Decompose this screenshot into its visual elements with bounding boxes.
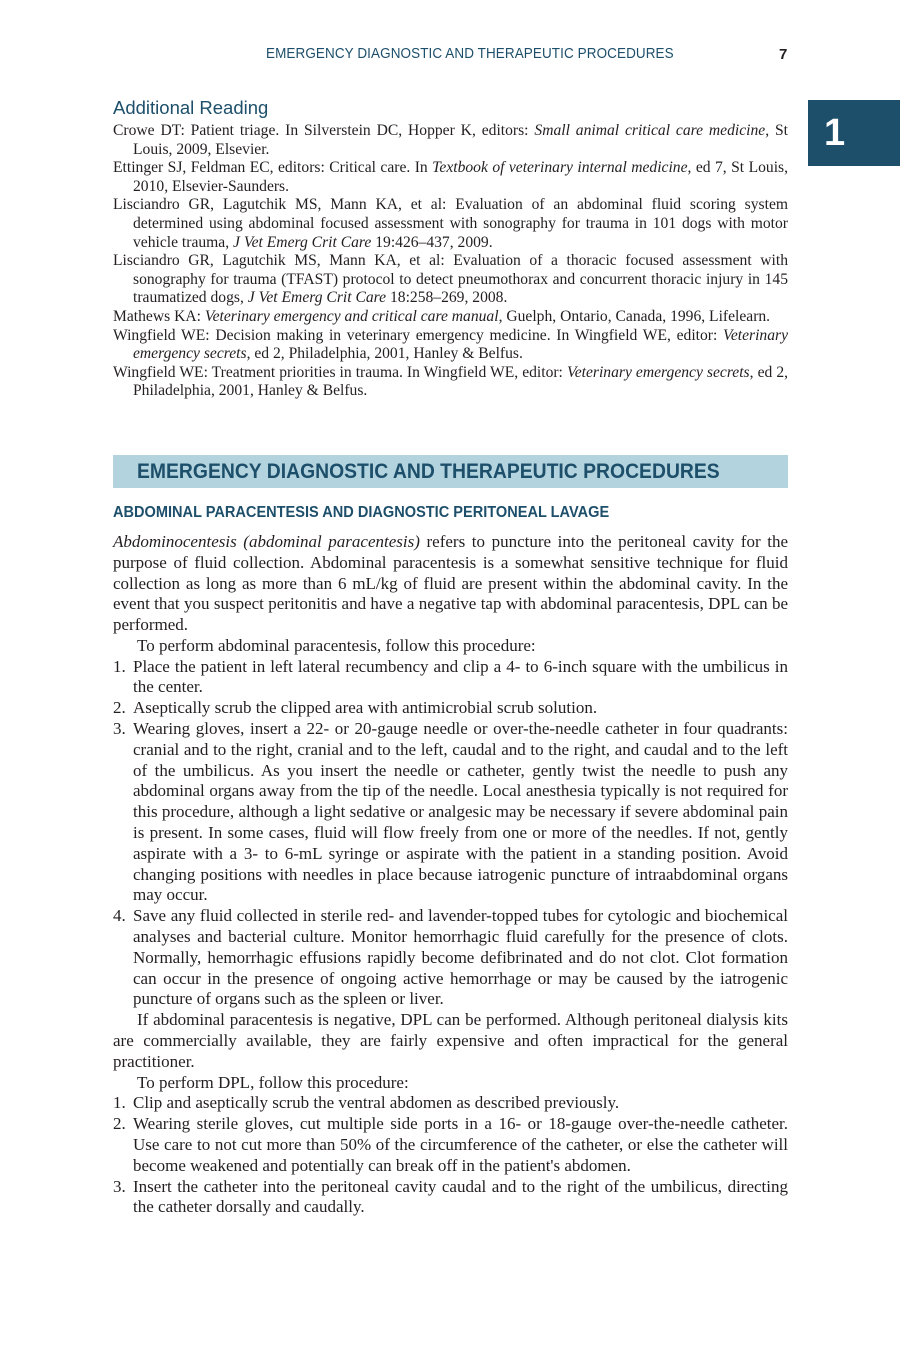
step-text: Wearing sterile gloves, cut multiple side ports in a 16- or 18-gauge over-the-needle catheter. Use care to not cut more than 50% of the circumference of the catheter, or else the catheter will become weakened and potentially can break off in the patient's abdomen. (133, 1114, 788, 1175)
chapter-tab: 1 (808, 100, 900, 166)
additional-reading-heading: Additional Reading (113, 97, 269, 118)
text-run: Wingfield WE: Decision making in veterinary emergency medicine. In Wingfield WE, editor: (113, 326, 724, 344)
step-number: 1. (113, 1093, 126, 1113)
italic-text: J Vet Emerg Crit Care (247, 289, 387, 307)
step-text: Wearing gloves, insert a 22- or 20-gauge needle or over-the-needle catheter in four quadrants: cranial and to the right, cranial and to the left, caudal and to the right, and caudal and to the left of the umbilicus. As you insert the needle or catheter, gently twist the needle to push any abdominal organs away from the tip of the needle. Local anesthesia typically is not required for this procedure, although a light sedative or analgesic may be necessary if severe abdominal pain is present. In some cases, fluid will flow freely from one or more of the needles. If not, gently aspirate with a 3- to 6-mL syringe or aspirate with the patient in a standing position. Avoid changing positions with needles in place because iatrogenic puncture of intraabdominal organs may occur. (133, 719, 788, 905)
section-title: EMERGENCY DIAGNOSTIC AND THERAPEUTIC PROCEDURES (137, 458, 720, 483)
step-number: 1. (113, 656, 126, 676)
text-run: , ed 2, Philadelphia, 2001, Hanley & Belfus. (133, 363, 789, 400)
italic-text: Textbook of veterinary internal medicine (432, 159, 688, 177)
running-header (0, 44, 900, 66)
procedure-step (113, 698, 788, 719)
reference-item (113, 308, 788, 327)
text-run: Mathews KA: (113, 307, 205, 325)
procedure-step (113, 719, 788, 906)
procedure-steps (113, 1093, 788, 1218)
step-number: 3. (113, 1176, 126, 1196)
procedure-step (113, 1177, 788, 1219)
step-text: Place the patient in left lateral recumbency and clip a 4- to 6-inch square with the umbilicus in the center. (133, 656, 788, 697)
italic-text: Veterinary emergency secrets (566, 363, 750, 381)
step-number: 2. (113, 698, 126, 718)
reference-item (113, 159, 788, 196)
page-number: 7 (779, 46, 788, 63)
step-text: Clip and aseptically scrub the ventral abdomen as described previously. (133, 1093, 620, 1113)
reference-item (113, 364, 788, 401)
paragraph (113, 1073, 788, 1094)
subsection-heading (113, 504, 788, 526)
text-run: , Guelph, Ontario, Canada, 1996, Lifelearn. (498, 307, 771, 325)
procedure-step (113, 906, 788, 1010)
text-run: 19:426–437, 2009. (371, 233, 493, 251)
text-run: Lisciandro GR, Lagutchik MS, Mann KA, et al: Evaluation of an abdominal fluid scoring system determined using abdominal focused assessment with sonography for trauma in 101 dogs with motor vehicle trauma, (113, 196, 788, 251)
reference-list (113, 122, 788, 401)
reference-item (113, 122, 788, 159)
text-run: To perform DPL, follow this procedure: (137, 1072, 409, 1092)
procedure-step (113, 657, 788, 699)
step-number: 2. (113, 1114, 126, 1134)
page-content (113, 96, 788, 1218)
text-run: 18:258–269, 2008. (386, 289, 508, 307)
section-title-band (113, 455, 788, 488)
italic-text: Small animal critical care medicine (534, 122, 766, 139)
paragraph (113, 532, 788, 636)
step-text: Aseptically scrub the clipped area with antimicrobial scrub solution. (133, 698, 598, 718)
step-number: 4. (113, 906, 126, 926)
running-title: EMERGENCY DIAGNOSTIC AND THERAPEUTIC PROCEDURES (266, 46, 674, 62)
italic-text: Veterinary emergency and critical care manual (204, 307, 499, 325)
text-run: Lisciandro GR, Lagutchik MS, Mann KA, et al: Evaluation of a thoracic focused assessment with sonography for trauma (TFAST) protocol to detect pneumothorax and concurrent thoracic injury in 145 traumatized dogs, (113, 252, 788, 307)
procedure-steps (113, 657, 788, 1011)
text-run: Ettinger SJ, Feldman EC, editors: Critical care. In (113, 159, 433, 177)
procedure-step (113, 1114, 788, 1176)
text-run: , ed 2, Philadelphia, 2001, Hanley & Belfus. (246, 345, 523, 363)
step-number: 3. (113, 719, 126, 739)
reference-item (113, 196, 788, 252)
italic-text: J Vet Emerg Crit Care (233, 233, 372, 251)
reference-item (113, 252, 788, 308)
text-run: To perform abdominal paracentesis, follow this procedure: (137, 635, 536, 655)
text-run: Wingfield WE: Treatment priorities in trauma. In Wingfield WE, editor: (113, 363, 567, 381)
section-body (113, 532, 788, 1218)
italic-text: Abdominocentesis (abdominal paracentesis) (113, 531, 420, 551)
text-run: , St Louis, 2009, Elsevier. (133, 122, 788, 158)
reference-item (113, 327, 788, 364)
text-run: If abdominal paracentesis is negative, DPL can be performed. Although peritoneal dialysis kits are commercially available, they are fairly expensive and often impractical for the general practitioner. (113, 1010, 788, 1071)
procedure-step (113, 1093, 788, 1114)
paragraph (113, 1010, 788, 1072)
paragraph (113, 636, 788, 657)
text-run: , ed 7, St Louis, 2010, Elsevier-Saunders. (133, 159, 788, 195)
step-text: Insert the catheter into the peritoneal cavity caudal and to the right of the umbilicus, directing the catheter dorsally and caudally. (133, 1176, 788, 1217)
subsection-title: ABDOMINAL PARACENTESIS AND DIAGNOSTIC PERITONEAL LAVAGE (113, 503, 610, 521)
italic-text: Veterinary emergency secrets (133, 326, 788, 363)
text-run: refers to puncture into the peritoneal cavity for the purpose of fluid collection. Abdominal paracentesis is a somewhat sensitive technique for fluid collection as long as more than 6 mL/kg of fluid are present within the abdominal cavity. In the event that you suspect peritonitis and have a negative tap with abdominal paracentesis, DPL can be performed. (113, 531, 788, 635)
step-text: Save any fluid collected in sterile red- and lavender-topped tubes for cytologic and biochemical analyses and bacterial culture. Monitor hemorrhagic fluid carefully for the presence of clots. Normally, hemorrhagic effusions rapidly become defibrinated and do not clot. Clot formation can occur in the presence of ongoing active hemorrhage or may be caused by the iatrogenic puncture of organs such as the spleen or liver. (133, 906, 788, 1009)
text-run: Crowe DT: Patient triage. In Silverstein DC, Hopper K, editors: (113, 122, 535, 139)
